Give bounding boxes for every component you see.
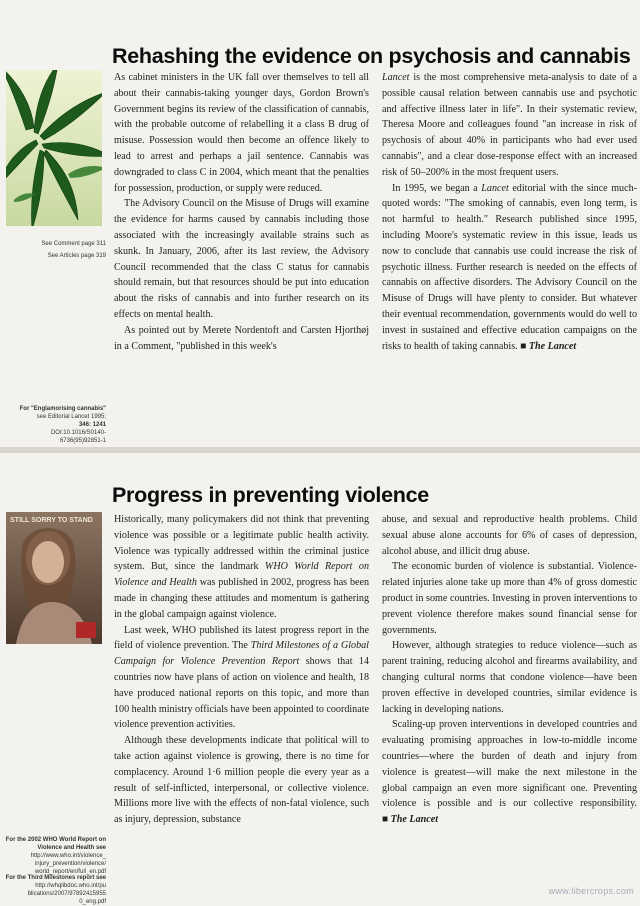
paragraph: In 1995, we began a Lancet editorial with the since much-quoted words: "The smoking of cannabis, even long term, is not harmful to health." Research published since 1995, including Moore's systematic review in this issue, leads us now to conclude that cannabis use could increase the risk of psychotic illness. Further research is needed on the effects of cannabis on affective disorders. The Advisory Council on the Misuse of Drugs will have plenty to consider. But whatever their eventual recommendation, governments would do well to invest in sustained and effective education campaigns on the risks to health of taking cannabis. ■ The Lancet — [382, 182, 637, 352]
cover-headline-text: STILL SORRY TO STAND — [10, 517, 93, 524]
related-citation: see Editorial Lancet 1995; — [36, 414, 106, 420]
article-column-right — [382, 512, 637, 828]
article-title: Rehashing the evidence on psychosis and cannabis — [112, 44, 631, 69]
related-label: For "Englamorising cannabis" — [19, 406, 106, 412]
related-doi-2[interactable]: 6736(95)92851-1 — [59, 438, 106, 444]
milestones-report-note — [4, 874, 106, 906]
article-column-left — [114, 70, 369, 354]
world-report-url-1[interactable]: http://www.who.int/violence_ — [30, 853, 106, 859]
signoff: ■ The Lancet — [382, 814, 438, 826]
article-title: Progress in preventing violence — [112, 483, 429, 508]
milestones-url-1[interactable]: http://whqlibdoc.who.int/pu — [35, 883, 106, 889]
section-divider — [0, 447, 640, 453]
related-doi-1[interactable]: DOI:10.1016/S0140- — [50, 430, 106, 436]
cannabis-leaf-image — [6, 70, 102, 226]
related-pages: 346: 1241 — [78, 422, 106, 428]
report-cover-icon — [6, 512, 102, 644]
related-editorial-note — [4, 405, 106, 445]
paragraph: As pointed out by Merete Nordentoft and Carsten Hjorthøj in a Comment, "published in this week's — [114, 324, 369, 352]
milestones-url-3[interactable]: 0_eng.pdf — [79, 899, 106, 905]
paragraph: However, although strategies to reduce violence—such as parent training, reducing alcohol and firearms availability, and changing cultural norms that condone violence—have been proven effective in developed countries, similar evidence is lacking in developing nations. — [382, 640, 637, 715]
cannabis-leaf-icon — [6, 70, 102, 226]
paragraph: Although these developments indicate that political will to take action against violence is growing, there is no time for complacency. Around 1·6 million people die every year as a result of self-inflicted, interpersonal, or collective violence. Millions more live with the effects of non-fatal violence, such as injury, depression, substance — [114, 735, 369, 826]
report-title: Third Milestones of a Global Campaign for Violence Prevention Report — [114, 640, 369, 668]
signoff: ■ The Lancet — [520, 340, 577, 352]
world-report-note — [4, 836, 106, 876]
paragraph: As cabinet ministers in the UK fall over themselves to tell all about their cannabis-taking younger days, Gordon Brown's Government begins its review of the classification of cannabis, with the probable outcome of relabelling it a class B drug of misuse. Possession would then become an offence likely to lead to arrest and perhaps a jail sentence. Cannabis was downgraded to class C in 2004, which meant that the penalties for possession, production, or supply were reduced. — [114, 72, 369, 194]
paragraph: Lancet is the most comprehensive meta-analysis to date of a possible causal relation between cannabis use and psychotic and affective illness later in life". In their systematic review, Theresa Moore and colleagues found "an increase in risk of psychosis of about 40% in participants who had ever used cannabis", and a clear dose-response effect with an increased risk of 50–200% in the most frequent users. — [382, 72, 637, 178]
journal-name: Lancet — [481, 182, 509, 194]
paragraph: Last week, WHO published its latest progress report in the field of violence prevention. The Third Milestones of a Global Campaign for Violence Prevention Report shows that 14 countries now have plans of action on violence and health, 18 have produced national reports on this topic, and more than 100 health ministry officials have been appointed to coordinate violence prevention activities. — [114, 624, 370, 731]
article-cannabis — [0, 0, 640, 445]
paragraph: The Advisory Council on the Misuse of Drugs will examine the evidence for harms caused by cannabis including those associated with the increasingly available strains such as skunk. In January, 2006, after its last review, the Advisory Council recommended that the class C status for cannabis should remain, but that resources should be put into education about the risks of cannabis and into further research on its effects on mental health. — [114, 198, 369, 320]
paragraph: Scaling-up proven interventions in developed countries and evaluating promising approaches in low-to-middle income countries—where the burden of death and injury from violence is greatest—will make the next milestone in the global campaign an even more significant one. Preventing violence is possible and is our collective responsibility. ■ The Lancet — [382, 719, 637, 826]
world-report-label: For the 2002 WHO World Report on Violence and Health see — [5, 837, 106, 851]
site-watermark: www.libercrops.com — [548, 886, 634, 896]
milestones-label: For the Third Milestones report see — [5, 875, 106, 881]
world-report-url-3[interactable]: world_report/en/full_en.pdf — [34, 869, 106, 875]
world-report-url-2[interactable]: injury_prevention/violence/ — [34, 861, 106, 867]
milestones-url-2[interactable]: blications/2007/97892415955 — [27, 891, 106, 897]
report-title: WHO World Report on Violence and Health — [114, 561, 369, 589]
paragraph: abuse, and sexual and reproductive health problems. Child sexual abuse alone accounts for 6% of cases of depression, alcohol abuse, and illicit drug abuse. — [382, 514, 637, 557]
paragraph: Historically, many policymakers did not think that preventing violence was possible or a legitimate public health activity. Violence was typically addressed within the criminal justice system. But, since the landmark WHO World Report on Violence and Health was published in 2002, progress has been made in changing these attitudes and momentum is gathering in the global campaign against violence. — [114, 514, 370, 620]
report-cover-image — [6, 512, 102, 644]
article-column-left — [114, 512, 369, 828]
journal-name: Lancet — [382, 72, 410, 83]
article-violence — [0, 456, 640, 905]
paragraph: The economic burden of violence is substantial. Violence-related injuries alone take up more than 4% of gross domestic product in some countries. Investing in proven interventions to prevent violence therefore makes sound financial sense for governments. — [382, 561, 637, 636]
article-column-right — [382, 70, 637, 354]
comment-crossref[interactable]: See Comment page 311 — [41, 241, 106, 247]
articles-crossref[interactable]: See Articles page 319 — [47, 253, 106, 259]
